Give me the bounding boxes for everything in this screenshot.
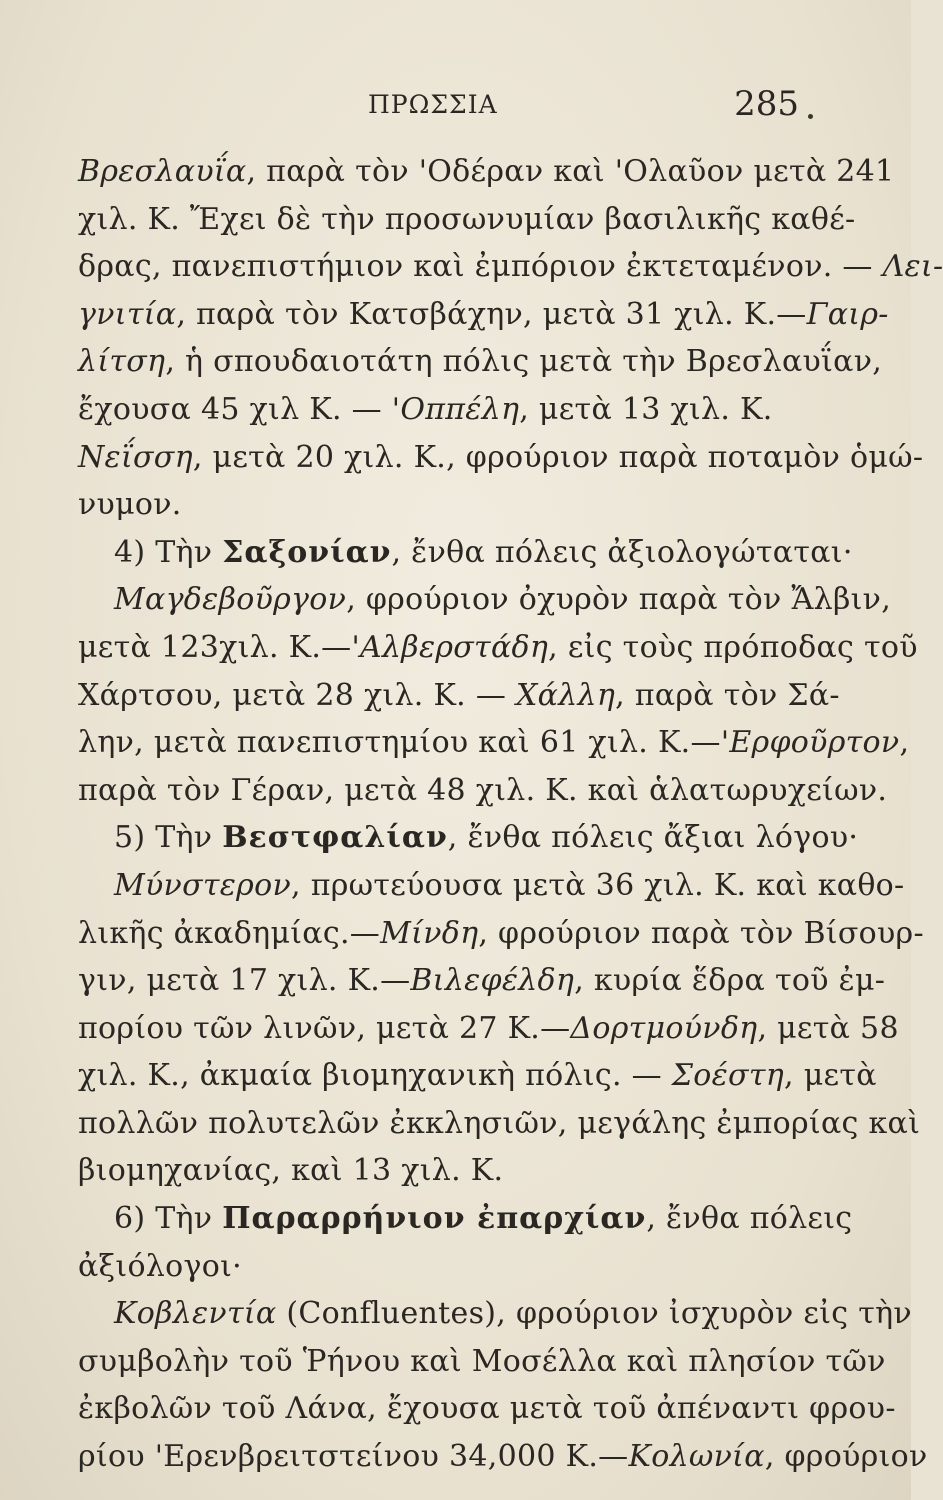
- text-line: [78, 862, 905, 910]
- text-run: γιν, μετὰ 17 χιλ. Κ.—: [78, 963, 411, 999]
- italic-place-name: Νεΐσση: [78, 439, 193, 475]
- text-run: , παρὰ τὸν 'Οδέραν καὶ 'Ολαῦον μετὰ 241: [246, 154, 895, 189]
- text-run: παρὰ τὸν Γέραν, μετὰ 48 χιλ. Κ. καὶ ἁλατωρυχείων.: [78, 772, 888, 808]
- bold-region-name: Σαξονίαν: [222, 534, 392, 570]
- text-line: [78, 672, 840, 720]
- text-line: [78, 576, 892, 624]
- bold-region-name: Παραρρήνιον ἐπαρχίαν: [222, 1201, 647, 1237]
- italic-place-name: γνιτία: [78, 296, 177, 332]
- italic-place-name: 'Αλβερστάδη: [351, 629, 549, 665]
- italic-place-name: Γαιρ-: [806, 296, 889, 332]
- text-run: βιομηχανίας, καὶ 13 χιλ. Κ.: [78, 1153, 504, 1189]
- text-run: , πρωτεύουσα μετὰ 36 χιλ. Κ. καὶ καθο-: [291, 867, 905, 903]
- text-run: ἐκβολῶν τοῦ Λάνα, ἔχουσα μετὰ τοῦ ἀπέναντι φρου-: [78, 1391, 896, 1427]
- text-run: ἔχουσα 45 χιλ Κ. —: [78, 391, 392, 427]
- text-run: 5) Τὴν: [114, 820, 223, 856]
- text-line: [78, 529, 853, 577]
- text-run: , φρούριον: [764, 1439, 928, 1475]
- text-run: , μετὰ: [784, 1058, 877, 1094]
- text-run: λικῆς ἀκαδημίας.—: [78, 915, 381, 951]
- text-line: [78, 1338, 886, 1386]
- text-run: , ἡ σπουδαιοτάτη πόλις μετὰ τὴν Βρεσλαυΐαν,: [165, 344, 883, 380]
- page-header: [88, 84, 799, 130]
- body-text: [78, 148, 943, 1481]
- text-run: Χάρτσου, μετὰ 28 χιλ. Κ. —: [78, 677, 516, 713]
- text-run: , παρὰ τὸν Σά-: [615, 677, 840, 713]
- text-run: 4) Τὴν: [114, 534, 223, 570]
- text-line: [78, 386, 818, 434]
- text-line: [78, 148, 895, 196]
- bold-region-name: Βεστφαλίαν: [222, 820, 448, 856]
- text-run: χιλ. Κ., ἀκμαία βιομηχανικὴ πόλις. —: [78, 1058, 672, 1094]
- text-run: , εἰς τοὺς πρόποδας τοῦ: [548, 629, 918, 665]
- text-line: [78, 957, 886, 1005]
- page-number: 285: [734, 84, 799, 124]
- text-run: , ἔνθα πόλεις ἄξιαι λόγου·: [447, 820, 859, 856]
- italic-place-name: 'Ερφοῦρτον: [720, 725, 900, 761]
- text-line: [78, 1100, 921, 1148]
- text-run: , φρούριον παρὰ τὸν Βίσουρ-: [478, 915, 924, 951]
- text-line: [78, 719, 910, 767]
- text-run: ρίου 'Ερενβρειτστείνου 34,000 Κ.—: [78, 1439, 629, 1475]
- italic-place-name: Κοβλεντία: [114, 1296, 277, 1332]
- text-run: , μετὰ 20 χιλ. Κ., φρούριον παρὰ ποταμὸν ὁμώ-: [192, 439, 924, 475]
- text-line: [78, 910, 924, 958]
- text-line: [78, 767, 888, 815]
- text-run: , κυρία ἕδρα τοῦ ἐμ-: [574, 963, 886, 999]
- text-line: [78, 434, 924, 482]
- text-run: , μετὰ 58: [757, 1010, 899, 1046]
- text-line: [78, 1005, 899, 1053]
- text-line: [78, 1243, 818, 1291]
- text-line: [78, 1195, 853, 1243]
- text-run: νυμον.: [78, 487, 182, 523]
- text-line: [78, 481, 818, 529]
- text-run: ἀξιόλογοι·: [78, 1248, 242, 1284]
- text-line: [78, 1290, 912, 1338]
- italic-place-name: Βιλεφέλδη: [410, 963, 575, 999]
- italic-place-name: Δορτμούνδη: [570, 1010, 758, 1046]
- text-run: λην, μετὰ πανεπιστημίου καὶ 61 χιλ. Κ.—: [78, 725, 721, 761]
- text-line: [78, 196, 856, 244]
- text-run: , ἔνθα πόλεις ἀξιολογώταται·: [391, 534, 853, 570]
- text-run: ,: [899, 725, 910, 761]
- italic-place-name: Σοέστη: [671, 1058, 785, 1094]
- italic-place-name: Μύνστερον: [114, 867, 292, 903]
- text-line: [78, 814, 859, 862]
- text-line: [78, 1385, 896, 1433]
- text-run: μετὰ 123χιλ. Κ.—: [78, 629, 352, 665]
- text-line: [78, 624, 918, 672]
- italic-place-name: Βρεσλαυΐα: [78, 154, 247, 189]
- text-line: [78, 1147, 818, 1195]
- italic-place-name: Μαγδεβοῦργον: [114, 582, 347, 618]
- italic-place-name: 'Οππέλη: [391, 391, 520, 427]
- text-run: πορίου τῶν λινῶν, μετὰ 27 Κ.—: [78, 1010, 571, 1046]
- text-run: , φρούριον ὀχυρὸν παρὰ τὸν Ἄλβιν,: [346, 582, 892, 618]
- text-run: δρας, πανεπιστήμιον καὶ ἐμπόριον ἐκτεταμένον. —: [78, 249, 883, 285]
- italic-place-name: Λει-: [882, 249, 943, 285]
- text-run: 6) Τὴν: [114, 1201, 223, 1237]
- text-line: [78, 1052, 877, 1100]
- text-run: συμβολὴν τοῦ Ῥήνου καὶ Μοσέλλα καὶ πλησίον τῶν: [78, 1343, 886, 1379]
- text-run: , μετὰ 13 χιλ. Κ.: [519, 391, 773, 427]
- text-line: [78, 338, 883, 386]
- italic-place-name: Μίνδη: [380, 915, 479, 951]
- text-run: , παρὰ τὸν Κατσβάχην, μετὰ 31 χιλ. Κ.—: [176, 296, 807, 332]
- text-run: πολλῶν πολυτελῶν ἐκκλησιῶν, μεγάλης ἐμπορίας καὶ: [78, 1105, 921, 1141]
- text-run: , ἔνθα πόλεις: [646, 1201, 853, 1237]
- text-line: [78, 291, 889, 339]
- italic-place-name: Χάλλη: [516, 677, 616, 713]
- italic-place-name: λίτση: [78, 344, 166, 380]
- text-run: (Confluentes), φρούριον ἰσχυρὸν εἰς τὴν: [276, 1296, 912, 1332]
- text-line: [78, 243, 943, 291]
- running-head: ΠΡΩΣΣΙΑ: [368, 90, 498, 119]
- text-run: χιλ. Κ. Ἔχει δὲ τὴν προσωνυμίαν βασιλικῆς καθέ-: [78, 201, 856, 237]
- ink-speck: [808, 114, 813, 119]
- text-line: [78, 1433, 928, 1481]
- italic-place-name: Κολωνία: [628, 1439, 765, 1475]
